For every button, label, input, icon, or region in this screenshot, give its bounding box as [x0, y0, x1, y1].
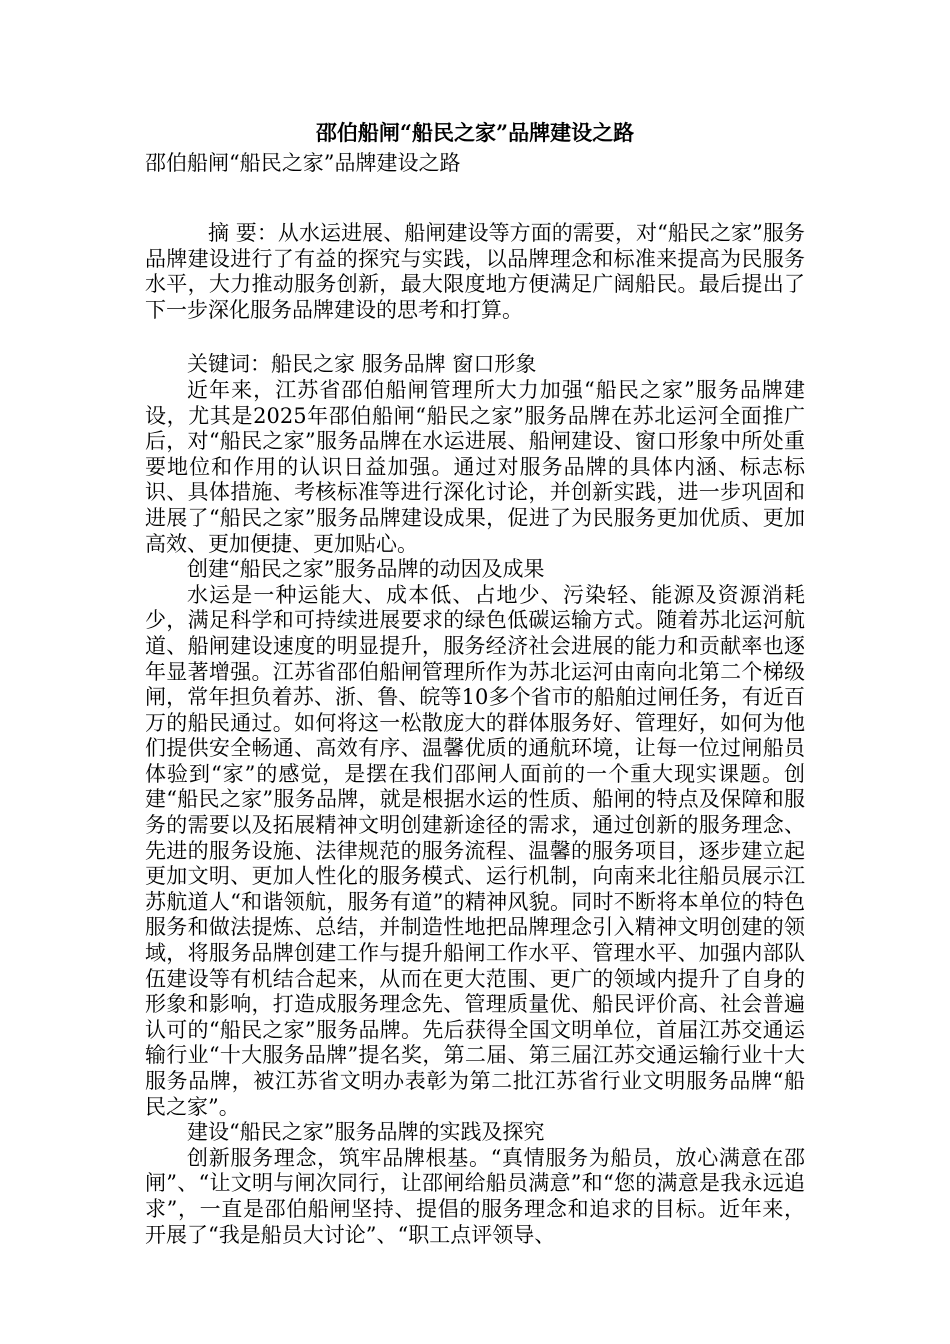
abstract-paragraph: 摘 要：从水运进展、船闸建设等方面的需要，对“船民之家”服务品牌建设进行了有益的探究与实践，以品牌理念和标准来提高为民服务水平，大力推动服务创新，最大限度地方便满足广阔船民。最后提出了下一步深化服务品牌建设的思考和打算。	[145, 221, 805, 322]
document-title: 邵伯船闸“船民之家”品牌建设之路	[315, 120, 635, 145]
document-body	[145, 118, 805, 1248]
body-paragraph-1: 近年来，江苏省邵伯船闸管理所大力加强“船民之家”服务品牌建设，尤其是2025年邵伯船闸“船民之家”服务品牌在苏北运河全面推广后，对“船民之家”服务品牌在水运进展、船闸建设、窗口形象中所处重要地位和作用的认识日益加强。通过对服务品牌的具体内涵、标志标识、具体措施、考核标准等进行深化讨论，并创新实践，进一步巩固和进展了“船民之家”服务品牌建设成果，促进了为民服务更加优质、更加高效、更加便捷、更加贴心。	[145, 377, 805, 556]
section-heading-1: 创建“船民之家”服务品牌的动因及成果	[187, 557, 545, 582]
document-subtitle: 邵伯船闸“船民之家”品牌建设之路	[145, 151, 461, 175]
section-heading-2: 建设“船民之家”服务品牌的实践及探究	[187, 1120, 545, 1145]
blank-line	[145, 178, 805, 221]
blank-line	[145, 323, 805, 352]
body-paragraph-2: 水运是一种运能大、成本低、占地少、污染轻、能源及资源消耗少，满足科学和可持续进展要求的绿色低碳运输方式。随着苏北运河航道、船闸建设速度的明显提升，服务经济社会进展的能力和贡献率也逐年显著增强。江苏省邵伯船闸管理所作为苏北运河由南向北第二个梯级闸，常年担负着苏、浙、鲁、皖等10多个省市的船舶过闸任务，有近百万的船民通过。如何将这一松散庞大的群体服务好、管理好，如何为他们提供安全畅通、高效有序、温馨优质的通航环境，让每一位过闸船员体验到“家”的感觉，是摆在我们邵闸人面前的一个重大现实课题。创建“船民之家”服务品牌，就是根据水运的性质、船闸的特点及保障和服务的需要以及拓展精神文明创建新途径的需求，通过创新的服务理念、先进的服务设施、法律规范的服务流程、温馨的服务项目，逐步建立起更加文明、更加人性化的服务模式、运行机制，向南来北往船员展示江苏航道人“和谐领航，服务有道”的精神风貌。同时不断将本单位的特色服务和做法提炼、总结，并制造性地把品牌理念引入精神文明创建的领域，将服务品牌创建工作与提升船闸工作水平、管理水平、加强内部队伍建设等有机结合起来，从而在更大范围、更广的领域内提升了自身的形象和影响，打造成服务理念先、管理质量优、船民评价高、社会普遍认可的“船民之家”服务品牌。先后获得全国文明单位，首届江苏交通运输行业“十大服务品牌”提名奖，第二届、第三届江苏交通运输行业十大服务品牌，被江苏省文明办表彰为第二批江苏省行业文明服务品牌“船民之家”。	[145, 582, 805, 1119]
body-paragraph-3: 创新服务理念，筑牢品牌根基。“真情服务为船员，放心满意在邵闸”、“让文明与闸次同行，让邵闸给船员满意”和“您的满意是我永远追求”，一直是邵伯船闸坚持、提倡的服务理念和追求的目标。近年来，开展了“我是船员大讨论”、“职工点评领导、	[145, 1145, 805, 1247]
keywords-line: 关键词：船民之家 服务品牌 窗口形象	[187, 352, 537, 377]
